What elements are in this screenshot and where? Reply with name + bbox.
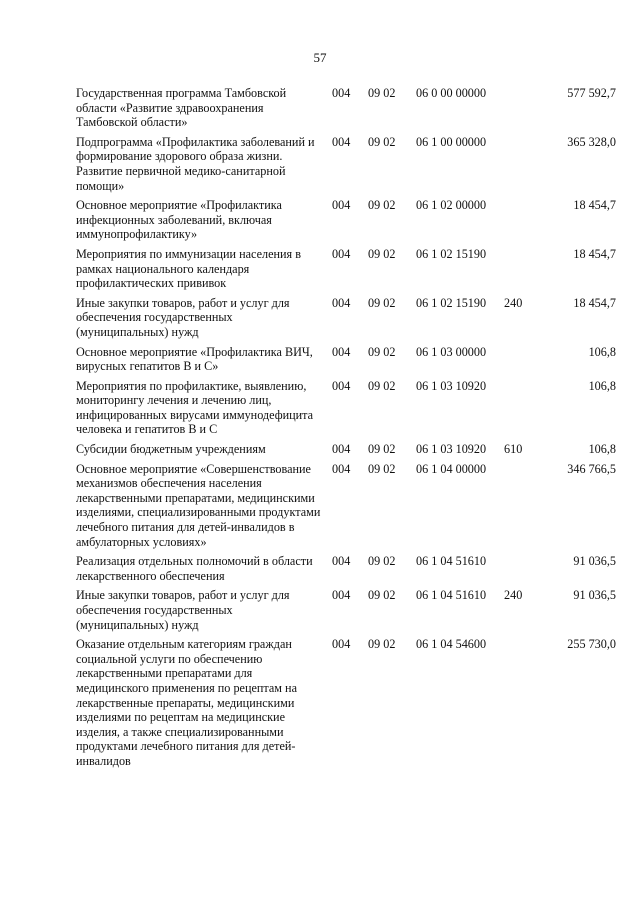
item-name: Субсидии бюджетным учреждениям bbox=[76, 442, 266, 457]
table-row bbox=[76, 345, 616, 379]
section-code: 09 02 bbox=[368, 637, 396, 652]
item-name: Иные закупки товаров, работ и услуг для обеспечения государственных (муниципальных) нужд bbox=[76, 295, 290, 339]
amount: 255 730,0 bbox=[567, 637, 616, 652]
ministry-code: 004 bbox=[332, 246, 351, 261]
ministry-code: 004 bbox=[332, 134, 351, 149]
section-code: 09 02 bbox=[368, 246, 396, 261]
table-row bbox=[76, 247, 616, 296]
target-article-code: 06 1 03 00000 bbox=[416, 344, 487, 359]
section-code: 09 02 bbox=[368, 442, 396, 457]
ministry-code: 004 bbox=[332, 637, 351, 652]
section-code: 09 02 bbox=[368, 295, 396, 310]
target-article-code: 06 1 02 15190 bbox=[416, 295, 487, 310]
item-name: Основное мероприятие «Профилактика инфекционных заболеваний, включая иммунопрофилактику» bbox=[76, 198, 282, 242]
ministry-code: 004 bbox=[332, 378, 351, 393]
section-code: 09 02 bbox=[368, 86, 396, 100]
item-name: Основное мероприятие «Совершенствование механизмов обеспечения населения лекарственными препаратами, медицинскими изделиями, специализированными продуктами лечебного питания для детей-инвалидов в амбулаторных условиях» bbox=[76, 461, 321, 549]
expense-type-code: 240 bbox=[504, 588, 523, 603]
item-name: Основное мероприятие «Профилактика ВИЧ, вирусных гепатитов В и С» bbox=[76, 344, 313, 374]
item-name: Подпрограмма «Профилактика заболеваний и формирование здорового образа жизни. Развитие первичной медико-санитарной помощи» bbox=[76, 134, 315, 193]
ministry-code: 004 bbox=[332, 344, 351, 359]
table-row bbox=[76, 379, 616, 442]
expense-type-code bbox=[504, 554, 544, 588]
amount: 91 036,5 bbox=[573, 588, 616, 603]
target-article-code: 06 1 04 51610 bbox=[416, 554, 487, 569]
ministry-code: 004 bbox=[332, 461, 351, 476]
table-row bbox=[76, 462, 616, 555]
target-article-code: 06 1 03 10920 bbox=[416, 378, 487, 393]
page-number: 57 bbox=[313, 50, 327, 65]
table-row bbox=[76, 135, 616, 198]
item-name: Оказание отдельным категориям граждан социальной услуги по обеспечению лекарственными препаратами для медицинского применения по рецептам на лекарственные препараты, медицинскими изделиями по рецептам на медицинские изделия, а также специализированными продуктами лечебного питания для детей-инвалидов bbox=[76, 637, 297, 768]
expense-type-code bbox=[504, 345, 544, 379]
amount: 346 766,5 bbox=[567, 461, 616, 476]
target-article-code: 06 1 02 00000 bbox=[416, 198, 487, 213]
target-article-code: 06 1 04 00000 bbox=[416, 461, 487, 476]
section-code: 09 02 bbox=[368, 134, 396, 149]
section-code: 09 02 bbox=[368, 554, 396, 569]
target-article-code: 06 0 00 00000 bbox=[416, 86, 487, 100]
expense-type-code bbox=[504, 379, 544, 442]
table-row bbox=[76, 442, 616, 462]
item-name: Иные закупки товаров, работ и услуг для обеспечения государственных (муниципальных) нужд bbox=[76, 588, 290, 632]
amount: 18 454,7 bbox=[573, 246, 616, 261]
section-code: 09 02 bbox=[368, 461, 396, 476]
ministry-code: 004 bbox=[332, 86, 351, 100]
budget-table bbox=[76, 86, 616, 774]
expense-type-code bbox=[504, 135, 544, 198]
ministry-code: 004 bbox=[332, 295, 351, 310]
expense-type-code bbox=[504, 86, 544, 135]
amount: 18 454,7 bbox=[573, 295, 616, 310]
expense-type-code bbox=[504, 198, 544, 247]
table-row bbox=[76, 554, 616, 588]
amount: 577 592,7 bbox=[567, 86, 616, 100]
table-row bbox=[76, 296, 616, 345]
amount: 106,8 bbox=[588, 378, 616, 393]
section-code: 09 02 bbox=[368, 198, 396, 213]
ministry-code: 004 bbox=[332, 554, 351, 569]
ministry-code: 004 bbox=[332, 442, 351, 457]
expense-type-code bbox=[504, 247, 544, 296]
amount: 106,8 bbox=[588, 344, 616, 359]
item-name: Мероприятия по иммунизации населения в рамках национального календаря профилактических прививок bbox=[76, 246, 301, 291]
ministry-code: 004 bbox=[332, 198, 351, 213]
item-name: Реализация отдельных полномочий в области лекарственного обеспечения bbox=[76, 554, 313, 583]
table-row bbox=[76, 588, 616, 637]
ministry-code: 004 bbox=[332, 588, 351, 603]
expense-type-code bbox=[504, 637, 544, 773]
target-article-code: 06 1 03 10920 bbox=[416, 442, 487, 457]
amount: 18 454,7 bbox=[573, 198, 616, 213]
target-article-code: 06 1 00 00000 bbox=[416, 134, 487, 149]
target-article-code: 06 1 02 15190 bbox=[416, 246, 487, 261]
section-code: 09 02 bbox=[368, 588, 396, 603]
section-code: 09 02 bbox=[368, 344, 396, 359]
table-row bbox=[76, 86, 616, 135]
target-article-code: 06 1 04 51610 bbox=[416, 588, 487, 603]
table-row bbox=[76, 198, 616, 247]
amount: 91 036,5 bbox=[573, 554, 616, 569]
item-name: Государственная программа Тамбовской области «Развитие здравоохранения Тамбовской области» bbox=[76, 86, 287, 130]
section-code: 09 02 bbox=[368, 378, 396, 393]
item-name: Мероприятия по профилактике, выявлению, мониторингу лечения и лечению лиц, инфицированных вирусами иммунодефицита человека и гепатитов В и С bbox=[76, 378, 314, 437]
expense-type-code: 610 bbox=[504, 442, 523, 457]
amount: 365 328,0 bbox=[567, 134, 616, 149]
amount: 106,8 bbox=[588, 442, 616, 457]
table-row bbox=[76, 637, 616, 773]
target-article-code: 06 1 04 54600 bbox=[416, 637, 487, 652]
expense-type-code bbox=[504, 462, 544, 555]
expense-type-code: 240 bbox=[504, 295, 523, 310]
budget-table-body bbox=[76, 86, 616, 774]
